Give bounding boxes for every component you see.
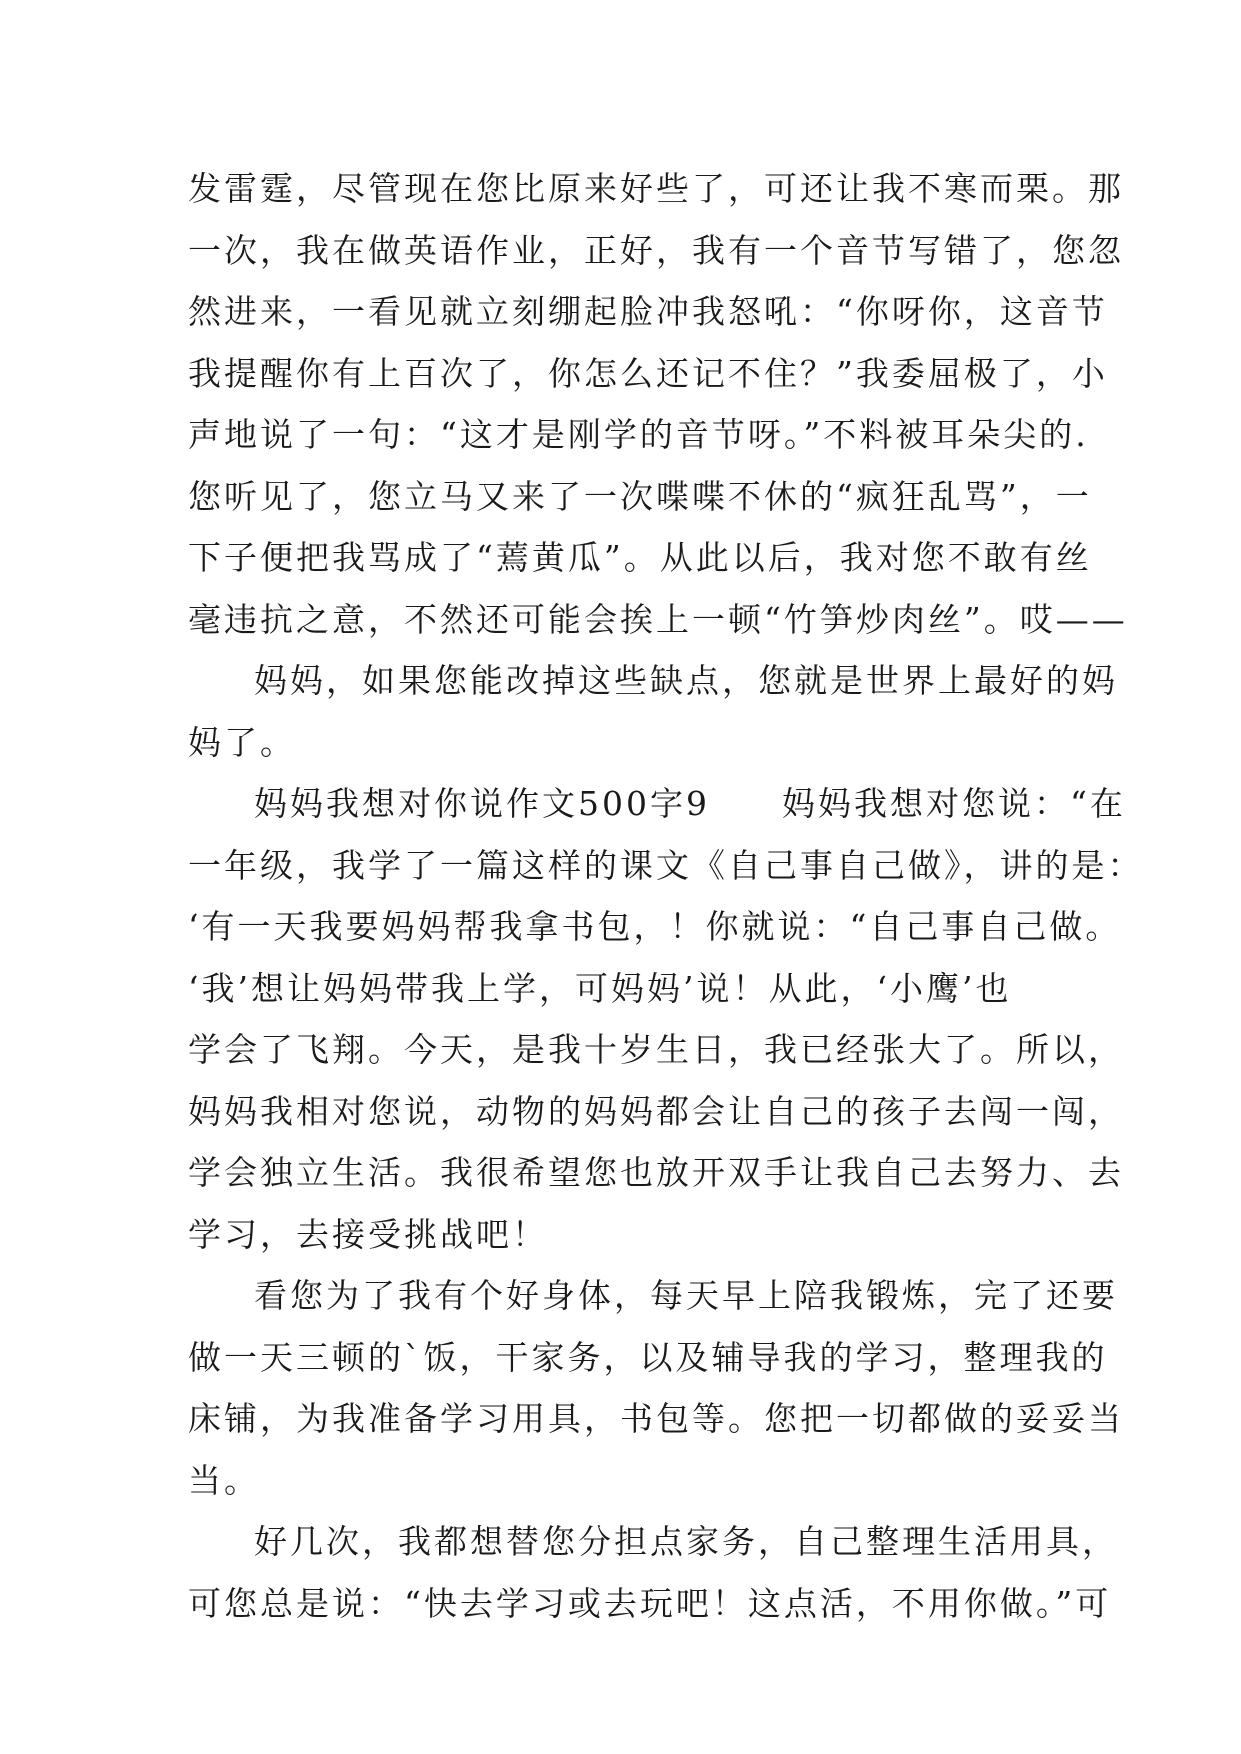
text-line: 一次，我在做英语作业，正好，我有一个音节写错了，您忽 bbox=[188, 230, 1124, 270]
text-line: 然进来，一看见就立刻绷起脸冲我怒吼：“你呀你，这音节 bbox=[188, 292, 1108, 331]
essay-text bbox=[188, 158, 1144, 1634]
text-line: 一年级，我学了一篇这样的课文《自己事自己做》，讲的是： bbox=[188, 845, 1144, 885]
text-line: 下子便把我骂成了“蔫黄瓜”。从此以后，我对您不敢有丝 bbox=[188, 538, 1092, 577]
text-line: 我提醒你有上百次了，你怎么还记不住？”我委屈极了，小 bbox=[188, 353, 1108, 393]
text-line: 可您总是说：“快去学习或去玩吧！这点活，不用你做。”可 bbox=[188, 1583, 1112, 1623]
text-line: 发雷霆，尽管现在您比原来好些了，可还让我不寒而栗。那 bbox=[188, 169, 1124, 208]
text-line: 学习，去接受挑战吧！ bbox=[188, 1214, 548, 1254]
text-line: 当。 bbox=[188, 1460, 260, 1500]
text-line: 妈妈，如果您能改掉这些缺点，您就是世界上最好的妈 bbox=[254, 661, 1118, 700]
text-line: ‘我’想让妈妈带我上学，可妈妈’说！从此，‘小鹰’也 bbox=[188, 968, 1012, 1008]
text-line: ‘有一天我要妈妈帮我拿书包，！你就说：“自己事自己做。 bbox=[188, 907, 1122, 946]
text-line: 您听见了，您立马又来了一次喋喋不休的“疯狂乱骂”，一 bbox=[188, 476, 1092, 516]
text-line: 妈妈我相对您说，动物的妈妈都会让自己的孩子去闯一闯， bbox=[188, 1091, 1124, 1131]
text-line: 毫违抗之意，不然还可能会挨上一顿“竹笋炒肉丝”。哎—— bbox=[188, 599, 1128, 639]
text-line: 做一天三顿的`饭，干家务，以及辅导我的学习，整理我的 bbox=[188, 1337, 1108, 1377]
text-line: 学会了飞翔。今天，是我十岁生日，我已经张大了。所以， bbox=[188, 1030, 1124, 1069]
text-line: 学会独立生活。我很希望您也放开双手让我自己去努力、去 bbox=[188, 1153, 1124, 1192]
text-line: 好几次，我都想替您分担点家务，自己整理生活用具， bbox=[254, 1522, 1118, 1561]
text-line: 妈妈我想对你说作文500字9 妈妈我想对您说：“在 bbox=[254, 784, 1126, 823]
text-line: 声地说了一句：“这才是刚学的音节呀。”不料被耳朵尖的. bbox=[188, 415, 1089, 454]
text-line: 床铺，为我准备学习用具，书包等。您把一切都做的妥妥当 bbox=[188, 1399, 1124, 1438]
text-line: 看您为了我有个好身体，每天早上陪我锻炼，完了还要 bbox=[254, 1276, 1118, 1315]
text-line: 妈了。 bbox=[188, 722, 296, 762]
